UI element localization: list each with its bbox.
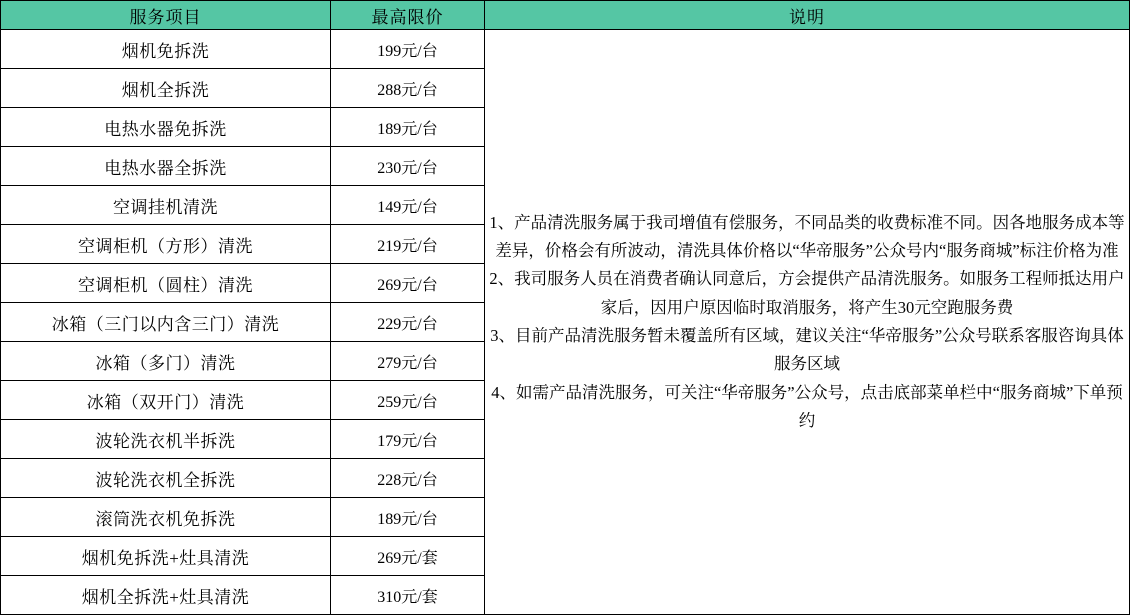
description-paragraph: 1、产品清洗服务属于我司增值有偿服务，不同品类的收费标准不同。因各地服务成本等差异，价格会有所波动，清洗具体价格以“华帝服务”公众号内“服务商城”标注价格为准 [489,212,1125,260]
service-item-price: 229元/台 [331,303,485,342]
service-item-name: 空调挂机清洗 [1,186,331,225]
service-item-price: 259元/台 [331,381,485,420]
service-item-name: 空调柜机（圆柱）清洗 [1,264,331,303]
service-item-name: 烟机全拆洗+灶具清洗 [1,576,331,615]
description-cell [485,30,1130,615]
service-item-price: 288元/台 [331,69,485,108]
service-item-price: 179元/台 [331,420,485,459]
service-item-price: 228元/台 [331,459,485,498]
service-item-price: 230元/台 [331,147,485,186]
service-item-price: 269元/套 [331,537,485,576]
table-header [1,1,1130,30]
description-paragraph: 4、如需产品清洗服务，可关注“华帝服务”公众号，点击底部菜单栏中“服务商城”下单预约 [491,382,1123,431]
service-item-name: 烟机免拆洗 [1,30,331,69]
description-paragraph: 2、我司服务人员在消费者确认同意后，方会提供产品清洗服务。如服务工程师抵达用户家后，因用户原因临时取消服务，将产生30元空跑服务费 [489,269,1125,317]
column-header-service-item: 服务项目 [1,1,331,30]
service-item-price: 279元/台 [331,342,485,381]
service-item-name: 空调柜机（方形）清洗 [1,225,331,264]
table-body [1,30,1130,615]
service-item-name: 电热水器全拆洗 [1,147,331,186]
service-item-name: 冰箱（多门）清洗 [1,342,331,381]
table-row [1,30,1130,69]
service-item-price: 189元/台 [331,498,485,537]
service-item-name: 烟机免拆洗+灶具清洗 [1,537,331,576]
service-item-price: 199元/台 [331,30,485,69]
table-header-row [1,1,1130,30]
service-item-price: 149元/台 [331,186,485,225]
service-item-name: 冰箱（双开门）清洗 [1,381,331,420]
service-item-name: 电热水器免拆洗 [1,108,331,147]
service-item-price: 269元/台 [331,264,485,303]
service-item-name: 烟机全拆洗 [1,69,331,108]
column-header-max-price: 最高限价 [331,1,485,30]
service-item-price: 219元/台 [331,225,485,264]
service-item-name: 波轮洗衣机半拆洗 [1,420,331,459]
column-header-description: 说明 [485,1,1130,30]
service-item-price: 189元/台 [331,108,485,147]
service-item-name: 滚筒洗衣机免拆洗 [1,498,331,537]
description-paragraph: 3、目前产品清洗服务暂未覆盖所有区域，建议关注“华帝服务”公众号联系客服咨询具体服务区域 [490,326,1124,374]
service-item-name: 波轮洗衣机全拆洗 [1,459,331,498]
service-item-name: 冰箱（三门以内含三门）清洗 [1,303,331,342]
service-item-price: 310元/套 [331,576,485,615]
